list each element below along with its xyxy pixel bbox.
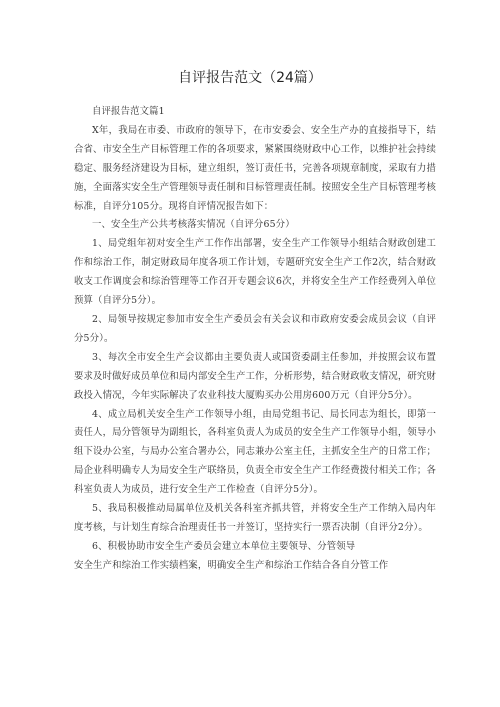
paragraph: 1、局党组年初对安全生产工作作出部署，安全生产工作领导小组结合财政创建工作和综治工作，制定财政局年度各项工作计划，专题研究安全生产工作2次，结合财政收支工作调度会和综治管理等工作召开专题会议6次，并将安全生产工作经费列入单位预算（自评分5分）。 <box>74 238 436 307</box>
paragraph: 3、每次全市安全生产会议都由主要负责人或国资委副主任参加，并按照会议布置要求及时做好成员单位和局内部安全生产工作，分析形势，结合财政收支情况，研究财政投入情况，今年实际解决了农业科技大厦购买办公用房600万元（自评分5分）。 <box>74 351 436 401</box>
paragraph: 6、积极协助市安全生产委员会建立本单位主要领导、分管领导 <box>92 540 356 552</box>
paragraph: 5、我局积极推动局属单位及机关各科室齐抓共管，并将安全生产工作纳入局内年度考核，与计划生育综合治理责任书一并签订，坚持实行一票否决制（自评分2分）。 <box>74 503 436 533</box>
paragraph: 4、成立局机关安全生产工作领导小组，由局党组书记、局长同志为组长，即第一责任人，局分管领导为副组长，各科室负责人为成员的安全生产工作领导小组，领导小组下设办公室，与局办公室合署办公，同志兼办公室主任，主抓安全生产的日常工作；局企业科明确专人为局安全生产联络员，负责全市安全生产工作经费拨付相关工作；各科室负责人为成员，进行安全生产工作检查（自评分5分）。 <box>74 408 436 496</box>
document-title: 自评报告范文（24篇） <box>178 70 322 86</box>
paragraph: X年，我局在市委、市政府的领导下，在市安委会、安全生产办的直接指导下，结合省、市安全生产目标管理工作的各项要求，紧紧围绕财政中心工作，以维护社会持续稳定、服务经济建设为目标，建立组织，签订责任书，完善各项规章制度，采取有力措施，全面落实安全生产管理领导责任制和目标管理责任制。按照安全生产目标管理考核标准，自评分105分。现将自评情况报告如下： <box>74 124 436 212</box>
paragraph: 2、局领导按规定参加市安全生产委员会有关会议和市政府安委会成员会议（自评分5分）。 <box>74 313 436 344</box>
section-heading: 自评报告范文篇1 <box>92 106 165 117</box>
paragraph: 安全生产和综治工作实绩档案，明确安全生产和综治工作结合各自分管工作 <box>74 559 389 571</box>
document-body <box>74 103 436 576</box>
section-heading: 一、安全生产公共考核落实情况（自评分65分） <box>92 219 295 231</box>
